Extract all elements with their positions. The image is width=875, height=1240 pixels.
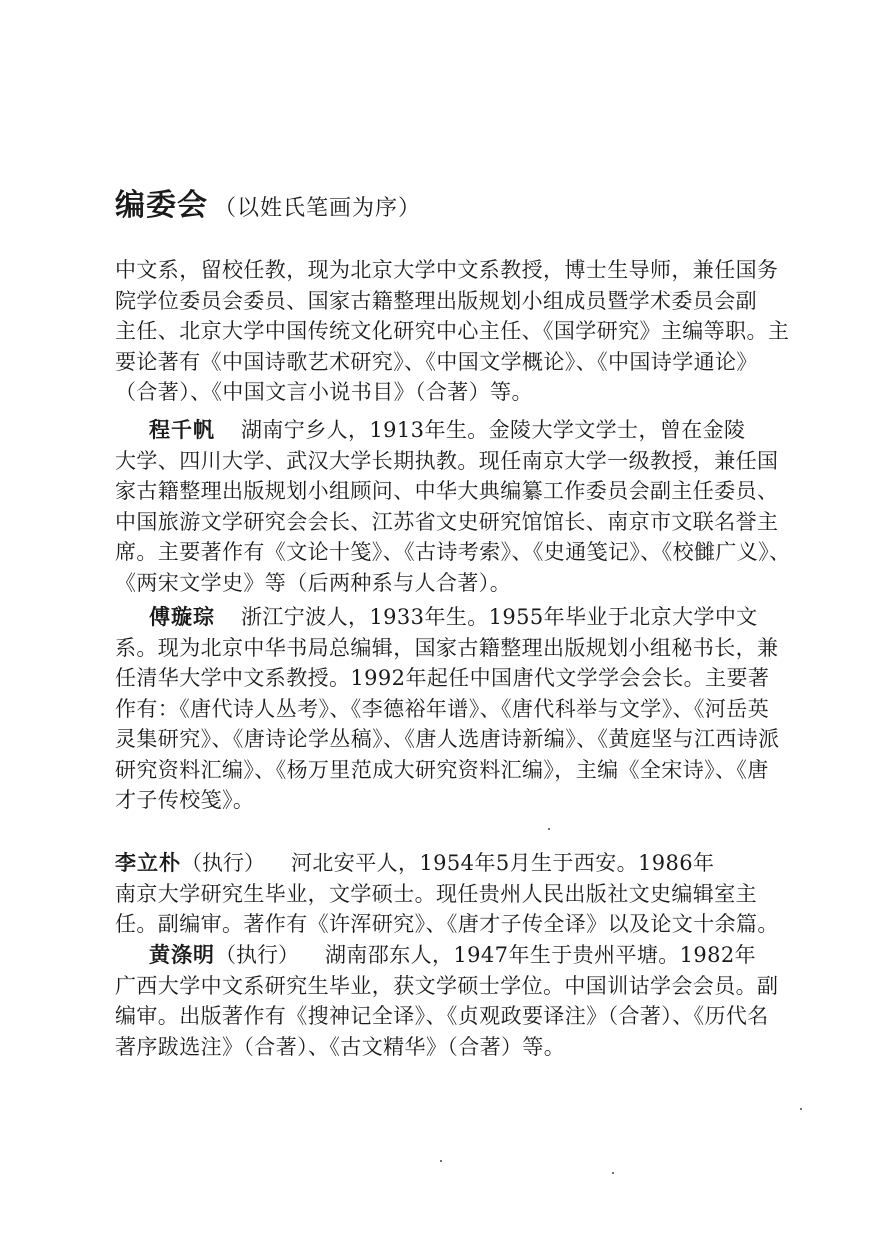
- text-line: 系。现为北京中华书局总编辑，国家古籍整理出版规划小组秘书长，兼: [115, 635, 779, 660]
- heading-note: （以姓氏笔画为序）: [214, 196, 422, 221]
- member-role: （执行）: [215, 943, 299, 967]
- scan-speck: [612, 1172, 614, 1174]
- member-name: 傅璇琮: [149, 605, 215, 629]
- text-line: 主任、北京大学中国传统文化研究中心主任、《国学研究》主编等职。主: [115, 319, 790, 343]
- entry-text: 湖南宁乡人，1913年生。金陵大学文学士，曾在金陵: [241, 418, 746, 442]
- text-line: 家古籍整理出版规划小组顾问、中华大典编纂工作委员会副主任委员、: [115, 479, 779, 503]
- member-entry: [115, 602, 780, 816]
- text-line: 著序跋选注》（合著）、《古文精华》（合著）等。: [115, 1034, 566, 1059]
- text-line: 《两宋文学史》等（后两种系与人合著）。: [115, 570, 512, 595]
- member-entry: [115, 940, 778, 1062]
- text-line: 作有：《唐代诗人丛考》、《李德裕年谱》、《唐代科举与文学》、《河岳英: [115, 696, 770, 721]
- member-entry: [115, 848, 779, 940]
- text-line: 任清华大学中文系教授。1992年起任中国唐代文学学会会长。主要著: [115, 666, 770, 690]
- text-line: 编审。出版著作有《搜神记全译》、《贞观政要译注》（合著）、《历代名: [115, 1004, 769, 1028]
- member-role: （执行）: [181, 851, 265, 875]
- heading-title: 编委会: [115, 188, 208, 223]
- text-line: （合著）、《中国文言小说书目》（合著）等。: [115, 380, 533, 404]
- text-line: 中文系，留校任教，现为北京大学中文系教授，博士生导师，兼任国务: [115, 258, 779, 282]
- entry-first-line: [115, 940, 778, 971]
- scan-speck: [548, 828, 550, 830]
- text-line: 灵集研究》、《唐诗论学丛稿》、《唐人选唐诗新编》、《黄庭坚与江西诗派: [115, 727, 780, 751]
- text-line: 大学、四川大学、武汉大学长期执教。现任南京大学一级教授，兼任国: [115, 448, 779, 473]
- text-line: 研究资料汇编》、《杨万里范成大研究资料汇编》，主编《全宋诗》、《唐: [115, 757, 769, 782]
- member-entry: [115, 415, 791, 598]
- entry-text: 河北安平人，1954年5月生于西安。1986年: [291, 851, 715, 875]
- entry-text: 浙江宁波人，1933年生。1955年毕业于北京大学中文: [241, 605, 758, 629]
- member-name: 程千帆: [149, 418, 215, 442]
- member-name: 黄涤明: [149, 943, 215, 967]
- intro-paragraph: [115, 255, 789, 408]
- text-line: 广西大学中文系研究生毕业，获文学硕士学位。中国训诂学会会员。副: [115, 973, 779, 998]
- text-line: 任。副编审。著作有《许浑研究》、《唐才子传全译》以及论文十余篇。: [115, 912, 779, 936]
- entry-first-line: [115, 848, 779, 879]
- entry-text: 湖南邵东人，1947年生于贵州平塘。1982年: [325, 943, 757, 967]
- text-line: 南京大学研究生毕业，文学硕士。现任贵州人民出版社文史编辑室主: [115, 881, 757, 906]
- scan-speck: [800, 1108, 802, 1110]
- entry-first-line: [115, 415, 791, 446]
- text-line: 中国旅游文学研究会会长、江苏省文史研究馆馆长、南京市文联名誉主: [115, 509, 779, 534]
- text-line: 要论著有《中国诗歌艺术研究》、《中国文学概论》、《中国诗学通论》: [115, 349, 758, 374]
- member-name: 李立朴: [115, 851, 181, 875]
- text-line: 才子传校笺》。: [115, 788, 255, 812]
- entry-first-line: [115, 602, 780, 633]
- text-line: 院学位委员会委员、国家古籍整理出版规划小组成员暨学术委员会副: [115, 288, 757, 313]
- scan-speck: [440, 1160, 442, 1162]
- text-line: 席。主要著作有《文论十笺》、《古诗考索》、《史通笺记》、《校雠广义》、: [115, 540, 791, 564]
- page-heading: [115, 180, 421, 224]
